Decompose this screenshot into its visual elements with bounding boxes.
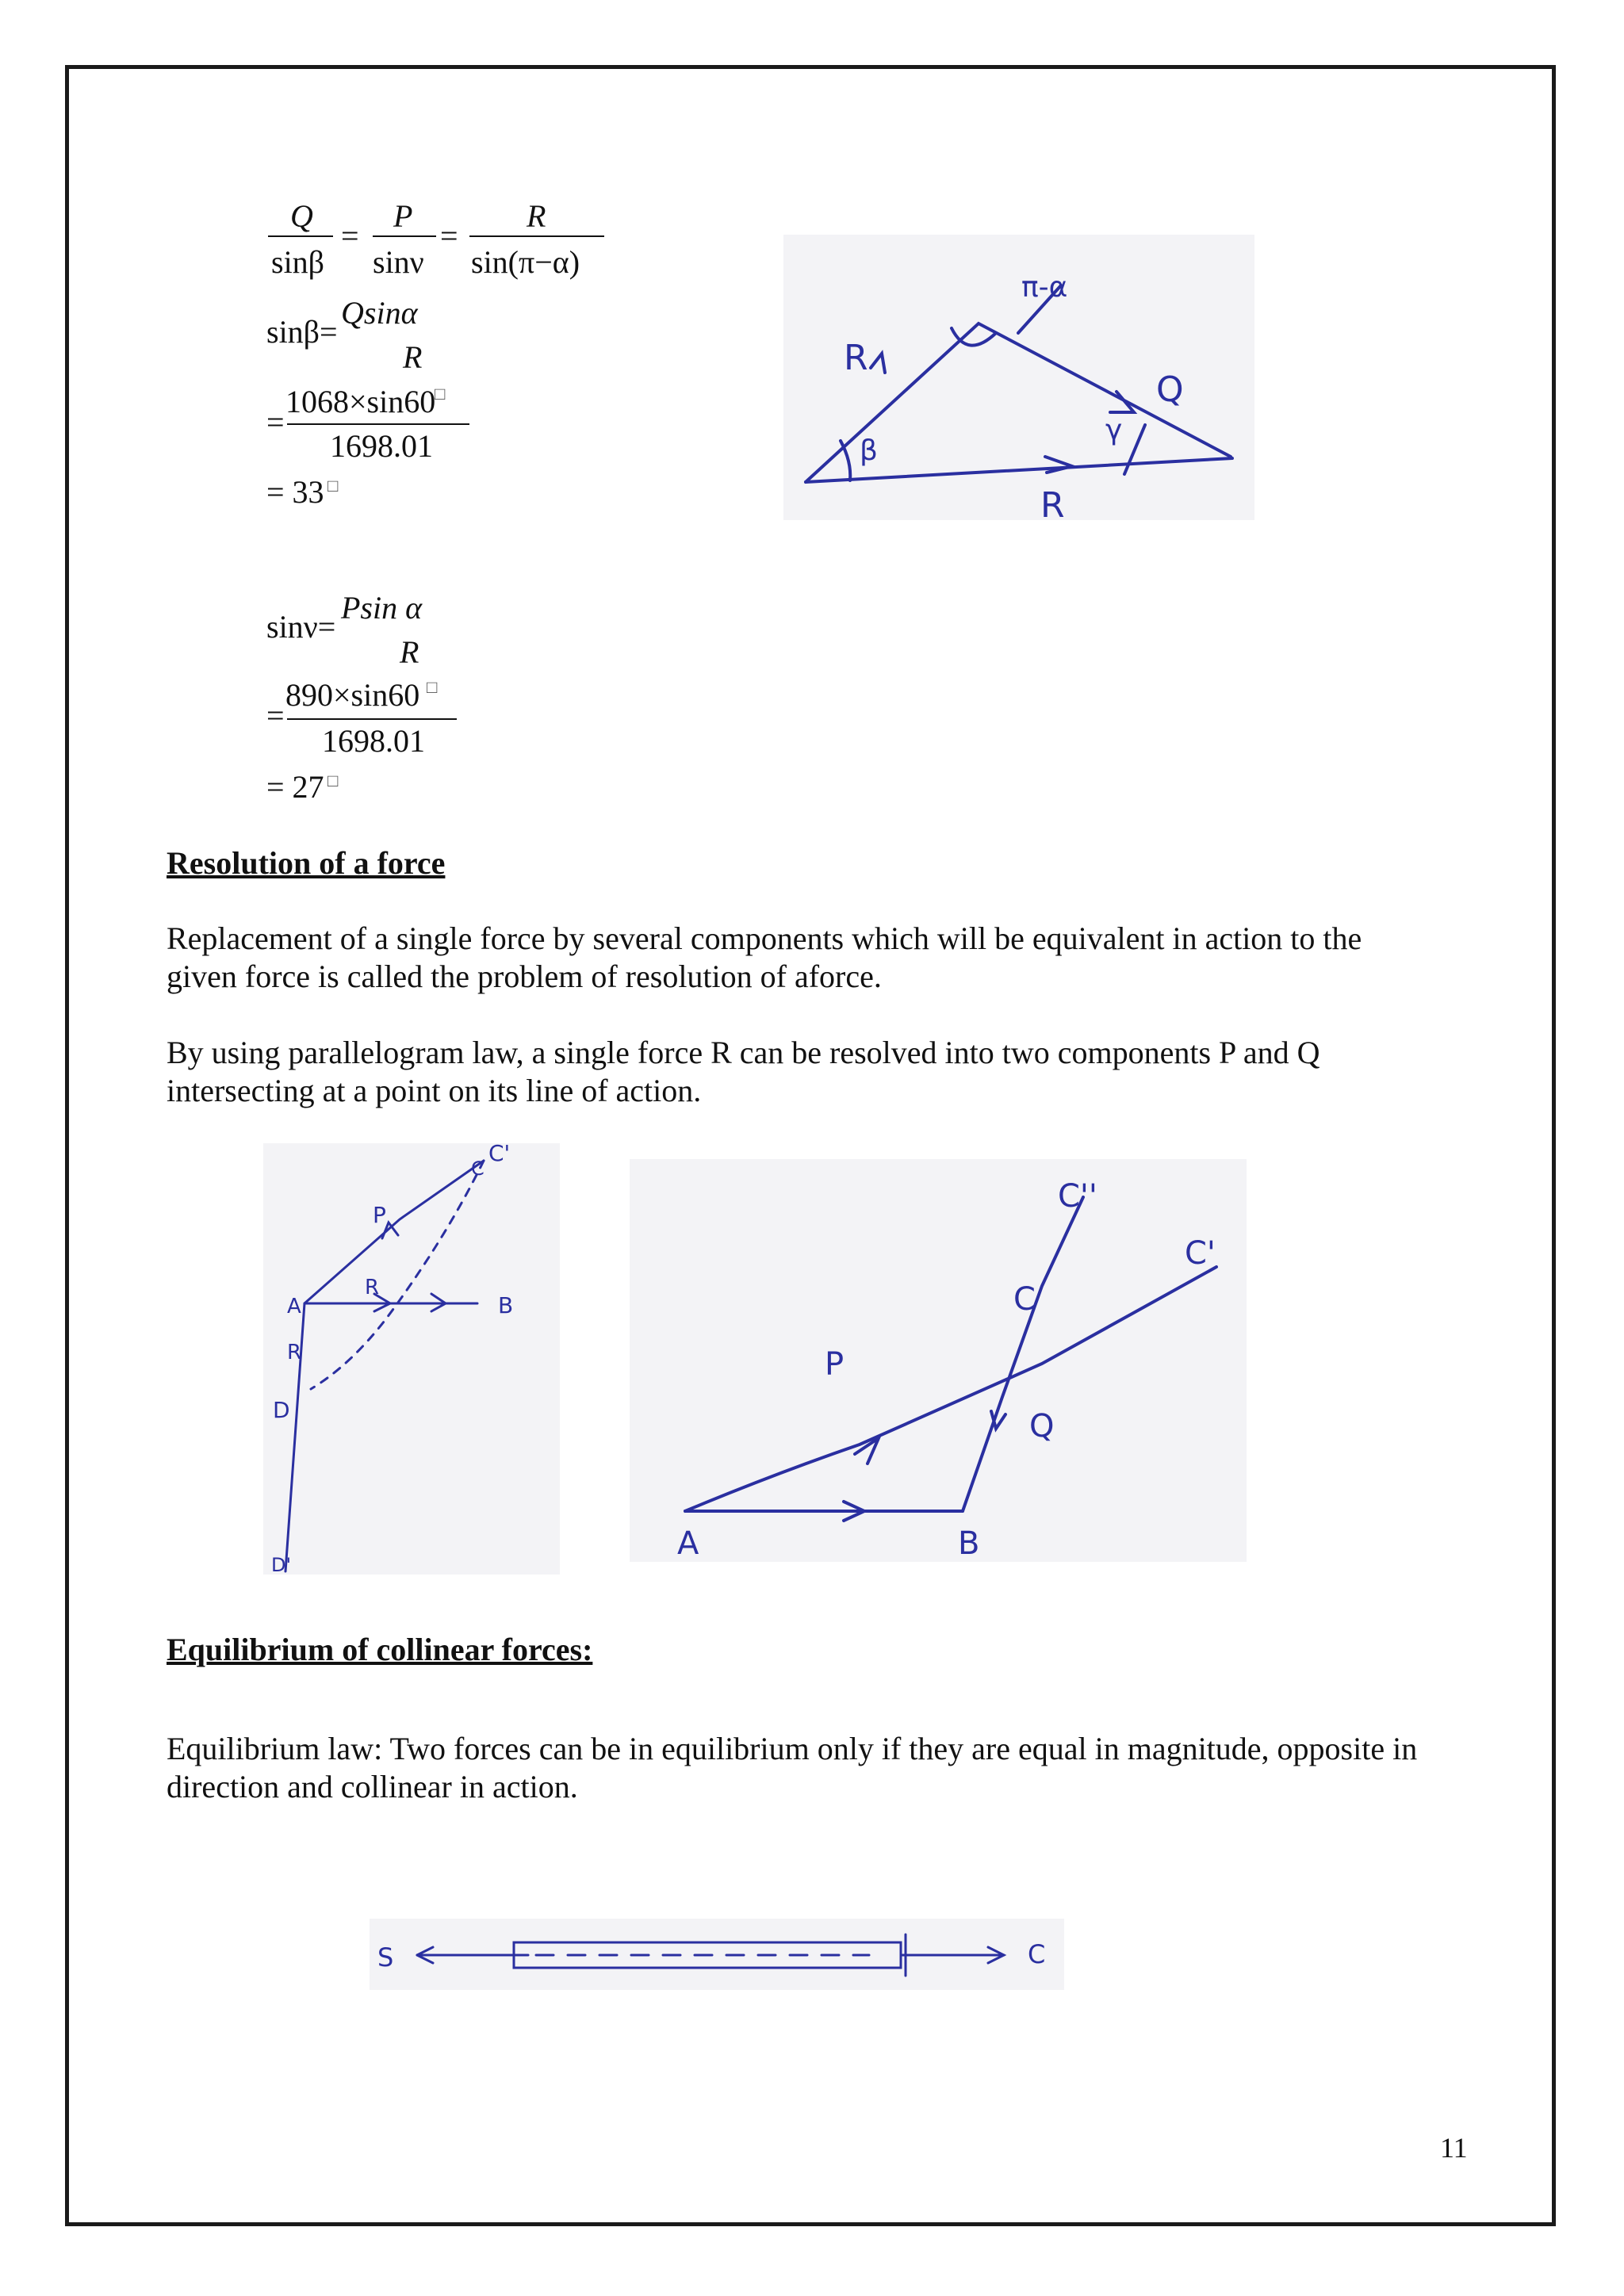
label-c: C	[1028, 1939, 1046, 1969]
text-line: given force is called the problem of resolution of aforce.	[167, 959, 882, 994]
label-d: D	[273, 1397, 290, 1423]
eq-den-r: R	[403, 339, 423, 375]
eq-subst-num: 1068×sin60	[285, 384, 436, 419]
label-r-base: R	[1040, 485, 1065, 520]
text-line: By using parallelogram law, a single force R can be resolved into two components P and Q	[167, 1035, 1320, 1070]
collinear-forces-sketch	[370, 1919, 1064, 1990]
paragraph-resolution-definition	[167, 920, 1562, 996]
eq-result-27: = 27	[266, 769, 324, 805]
degree-symbol: □	[435, 384, 446, 404]
label-gamma: γ	[1105, 414, 1123, 446]
label-q: Q	[1029, 1408, 1055, 1445]
paragraph-parallelogram-law	[167, 1034, 1562, 1110]
eq-den-sinnu: sinν	[373, 244, 424, 280]
label-pi-alpha: π-α	[1021, 271, 1068, 304]
label-c-double-prime: C''	[1058, 1178, 1097, 1215]
degree-symbol: □	[327, 476, 339, 496]
label-p: P	[373, 1202, 386, 1228]
eq-den-sinpialpha: sin(π−α)	[471, 244, 580, 280]
heading-equilibrium-collinear: Equilibrium of collinear forces:	[167, 1632, 593, 1667]
label-a: A	[287, 1295, 301, 1318]
label-b: B	[958, 1525, 980, 1562]
eq-den-sinbeta: sinβ	[271, 244, 325, 280]
degree-symbol: □	[427, 677, 438, 697]
label-c: C	[1013, 1281, 1036, 1318]
eq-sign: =	[341, 218, 359, 254]
triangle-of-forces-sketch	[783, 235, 1254, 520]
eq-subst-num: 890×sin60	[285, 677, 420, 713]
eq-subst-den: 1698.01	[322, 723, 425, 759]
eq-lhs-sinbeta: sinβ=	[266, 314, 338, 350]
degree-symbol: □	[327, 771, 339, 790]
eq-num-qsinalpha: Qsinα	[341, 295, 418, 331]
eq-result-33: = 33	[266, 474, 324, 510]
label-c-prime: C'	[1185, 1235, 1216, 1272]
page-number: 11	[1440, 2132, 1468, 2164]
eq-sign: =	[266, 698, 285, 733]
eq-den-r: R	[400, 634, 419, 670]
eq-num-psinalpha: Psin α	[341, 590, 423, 626]
label-d-prime: D'	[271, 1554, 292, 1575]
eq-num-q: Q	[290, 198, 313, 234]
label-c: C	[471, 1158, 485, 1180]
resolution-sketch-right	[630, 1159, 1247, 1562]
label-r-side: R	[844, 338, 868, 378]
label-c-prime: C'	[488, 1143, 511, 1166]
text-line: Replacement of a single force by several components which will be equivalent in action to the	[167, 920, 1362, 956]
eq-num-r: R	[527, 198, 546, 234]
label-r: R	[365, 1276, 380, 1299]
label-s: S	[377, 1942, 394, 1973]
eq-sign: =	[266, 404, 285, 440]
text-line: Equilibrium law: Two forces can be in equilibrium only if they are equal in magnitude, opposite in	[167, 1731, 1418, 1766]
label-a: A	[677, 1525, 699, 1562]
eq-num-p: P	[393, 198, 413, 234]
text-line: direction and collinear in action.	[167, 1769, 578, 1804]
eq-sign: =	[440, 218, 458, 254]
paragraph-equilibrium-law	[167, 1730, 1562, 1806]
label-beta: β	[860, 434, 878, 467]
eq-lhs-sinnu: sinν=	[266, 609, 336, 645]
resolution-sketch-left	[263, 1143, 560, 1575]
label-b: B	[498, 1292, 514, 1318]
text-line: intersecting at a point on its line of action.	[167, 1073, 702, 1108]
label-q-side: Q	[1156, 369, 1184, 410]
label-r-y: R	[287, 1341, 302, 1364]
label-p: P	[825, 1346, 845, 1383]
eq-subst-den: 1698.01	[330, 428, 433, 464]
heading-resolution-of-force: Resolution of a force	[167, 845, 446, 881]
